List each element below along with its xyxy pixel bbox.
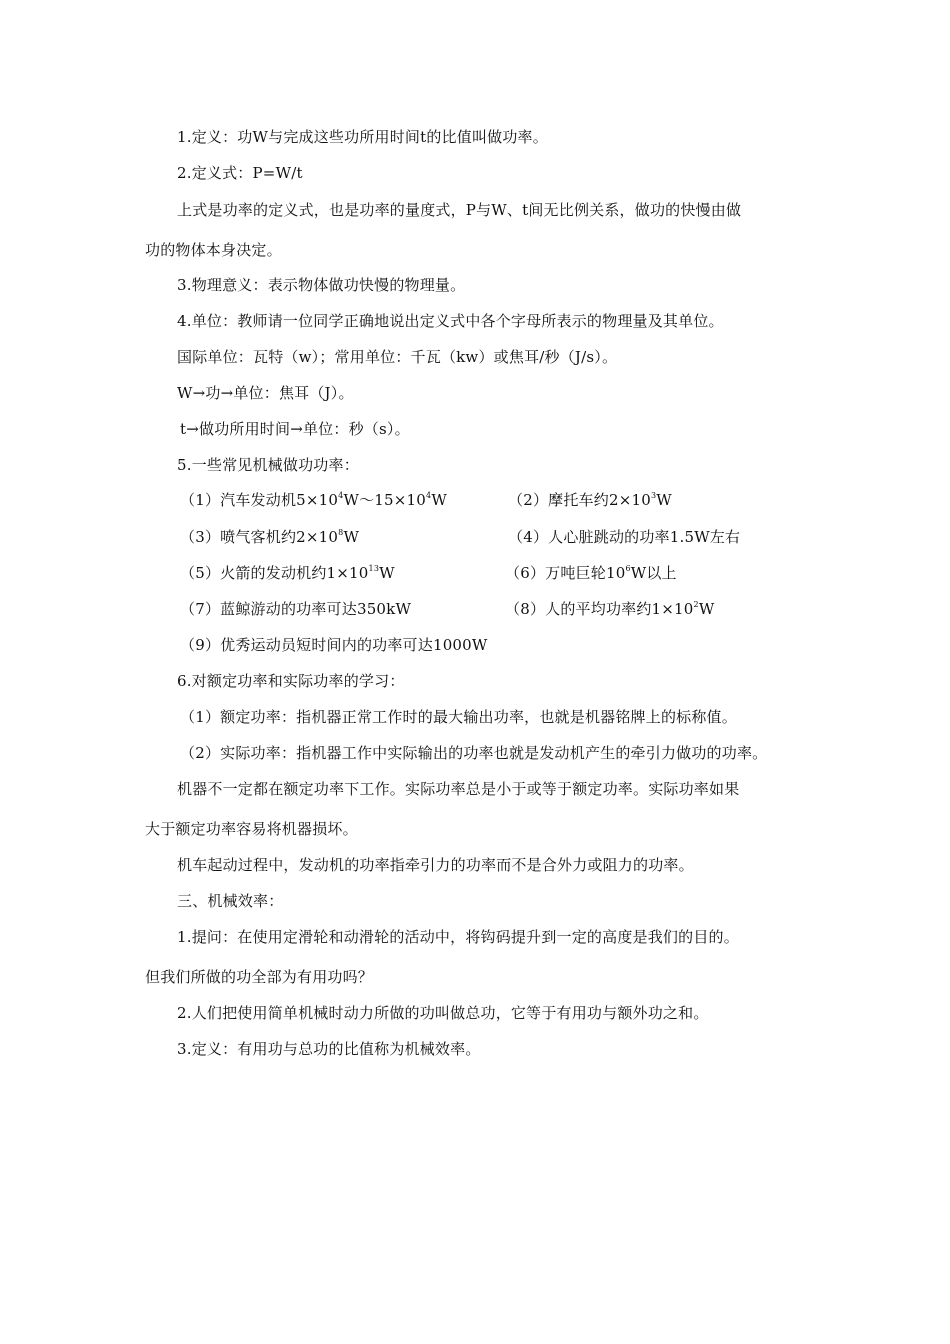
efficiency-definition: 3.定义：有用功与总功的比值称为机械效率。 bbox=[177, 1040, 481, 1058]
common-powers-heading: 5.一些常见机械做功功率： bbox=[177, 456, 359, 474]
locomotive-note: 机车起动过程中，发动机的功率指牵引力的功率而不是合外力或阻力的功率。 bbox=[177, 856, 694, 874]
formula-explanation-cont: 功的物体本身决定。 bbox=[145, 241, 282, 259]
si-unit: 国际单位：瓦特（w）；常用单位：千瓦（kw）或焦耳/秒（J/s）。 bbox=[177, 348, 618, 366]
total-work-definition: 2.人们把使用简单机械时动力所做的功叫做总功，它等于有用功与额外功之和。 bbox=[177, 1004, 709, 1022]
section-mechanical-efficiency: 三、机械效率： bbox=[177, 892, 284, 910]
example-cargo-ship: （6）万吨巨轮$10^6W$以上 bbox=[505, 564, 677, 582]
rated-actual-note: 机器不一定都在额定功率下工作。实际功率总是小于或等于额定功率。实际功率如果 bbox=[177, 780, 740, 798]
example-car-engine: （1）汽车发动机$5\times 10^4W\sim 15\times 10^4W$ bbox=[180, 491, 447, 509]
actual-power-definition: （2）实际功率：指机器工作中实际输出的功率也就是发动机产生的牵引力做功的功率。 bbox=[180, 744, 768, 762]
power-definition: 1.定义：功W与完成这些功所用时间t的比值叫做功率。 bbox=[177, 128, 548, 146]
formula-explanation: 上式是功率的定义式，也是功率的量度式，P与W、t间无比例关系，做功的快慢由做 bbox=[177, 201, 742, 219]
example-rocket-engine: （5）火箭的发动机约$1\times 10^{13}W$ bbox=[180, 564, 395, 582]
rated-power-definition: （1）额定功率：指机器正常工作时的最大输出功率，也就是机器铭牌上的标称值。 bbox=[180, 708, 737, 726]
time-unit: t→做功所用时间→单位：秒（s）。 bbox=[180, 420, 410, 438]
efficiency-question: 1.提问：在使用定滑轮和动滑轮的活动中，将钩码提升到一定的高度是我们的目的。 bbox=[177, 928, 739, 946]
example-human-heart: （4）人心脏跳动的功率1.5W左右 bbox=[508, 528, 741, 546]
unit-heading: 4.单位：教师请一位同学正确地说出定义式中各个字母所表示的物理量及其单位。 bbox=[177, 312, 724, 330]
example-jet-airliner: （3）喷气客机约$2\times 10^8W$ bbox=[180, 528, 360, 546]
example-blue-whale: （7）蓝鲸游动的功率可达350kW bbox=[180, 600, 412, 618]
example-human-average: （8）人的平均功率约$1\times 10^2W$ bbox=[505, 600, 715, 618]
example-athlete: （9）优秀运动员短时间内的功率可达1000W bbox=[180, 636, 488, 654]
rated-actual-heading: 6.对额定功率和实际功率的学习： bbox=[177, 672, 405, 690]
rated-actual-note-cont: 大于额定功率容易将机器损坏。 bbox=[145, 820, 358, 838]
example-motorcycle: （2）摩托车约$2\times 10^3W$ bbox=[508, 491, 672, 509]
work-unit: W→功→单位：焦耳（J）。 bbox=[177, 384, 354, 402]
efficiency-question-cont: 但我们所做的功全部为有用功吗？ bbox=[145, 968, 374, 986]
definition-formula: 2.定义式：P=W/t bbox=[177, 164, 303, 182]
physical-meaning: 3.物理意义：表示物体做功快慢的物理量。 bbox=[177, 276, 466, 294]
